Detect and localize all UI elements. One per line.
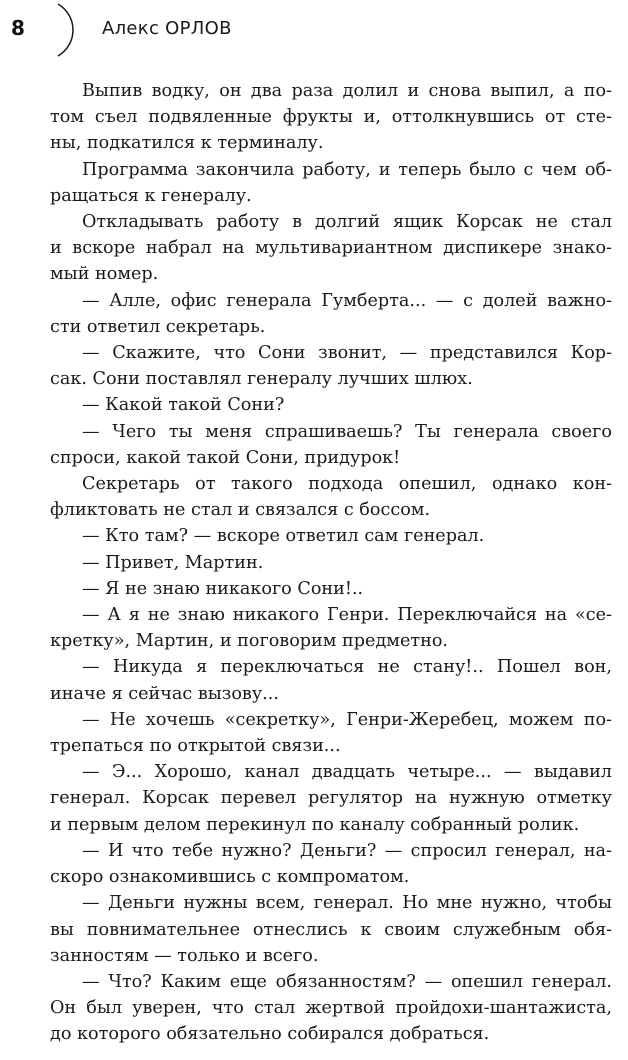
text-line: трепаться по открытой связи... [50, 736, 341, 757]
text-line: — Не хочешь «секретку», Генри-Жеребец, можем по- [82, 709, 612, 730]
text-line: скоро ознакомившись с компроматом. [50, 867, 410, 888]
text-line: Выпив водку, он два раза долил и снова выпил, а по- [82, 81, 612, 101]
text-line: иначе я сейчас вызову... [50, 683, 279, 704]
text-line: — Кто там? — вскоре ответил сам генерал. [82, 526, 485, 547]
body-text [50, 78, 612, 1048]
page-number: 8 [11, 16, 25, 40]
text-line: мый номер. [50, 264, 159, 285]
text-line: — Какой такой Сони? [82, 395, 285, 416]
text-line: — Алле, офис генерала Гумберта... — с долей важно- [82, 290, 612, 311]
text-line: том съел подвяленные фрукты и, оттолкнувшись от сте- [50, 107, 612, 128]
text-line: Он был уверен, что стал жертвой пройдохи-шантажиста, [50, 998, 612, 1019]
text-line: — Э... Хорошо, канал двадцать четыре... — выдавил [82, 762, 612, 783]
text-line: ращаться к генералу. [50, 185, 252, 206]
text-line: — Скажите, что Сони звонит, — представился Кор- [82, 343, 612, 364]
text-line: — А я не знаю никакого Генри. Переключайся на «се- [82, 605, 612, 626]
text-line: фликтовать не стал и связался с боссом. [50, 500, 431, 521]
text-line: сак. Сони поставлял генералу лучших шлюх. [50, 369, 473, 390]
header-arc-divider [18, 2, 78, 58]
text-line: кретку», Мартин, и поговорим предметно. [50, 631, 449, 652]
text-line: ны, подкатился к терминалу. [50, 133, 324, 154]
text-line: — Я не знаю никакого Сони!.. [82, 578, 364, 599]
text-line: и вскоре набрал на мультивариантном диспикере знако- [50, 238, 612, 259]
text-line: и первым делом перекинул по каналу собранный ролик. [50, 814, 580, 835]
text-line: — Никуда я переключаться не стану!.. Пошел вон, [82, 657, 612, 678]
text-line: — Чего ты меня спрашиваешь? Ты генерала своего [82, 421, 612, 442]
text-line: до которого обязательно собирался добраться. [50, 1024, 490, 1045]
running-head: Алекс ОРЛОВ [102, 18, 232, 39]
text-line: — И что тебе нужно? Деньги? — спросил генерал, на- [82, 840, 612, 861]
text-line: — Деньги нужны всем, генерал. Но мне нужно, чтобы [82, 893, 612, 914]
text-line: сти ответил секретарь. [50, 316, 266, 337]
text-line: — Привет, Мартин. [82, 552, 264, 573]
text-line: Откладывать работу в долгий ящик Корсак не стал [82, 212, 612, 233]
text-line: Секретарь от такого подхода опешил, однако кон- [82, 474, 612, 495]
text-line: Программа закончила работу, и теперь было с чем об- [82, 159, 612, 180]
text-line: спроси, какой такой Сони, придурок! [50, 447, 401, 468]
page-header [0, 0, 628, 60]
text-line: генерал. Корсак перевел регулятор на нужную отметку [50, 788, 612, 809]
text-line: занностям — только и всего. [50, 945, 319, 966]
text-line: — Что? Каким еще обязанностям? — опешил генерал. [82, 971, 612, 992]
text-line: вы повнимательнее отнеслись к своим служебным обя- [50, 919, 612, 940]
